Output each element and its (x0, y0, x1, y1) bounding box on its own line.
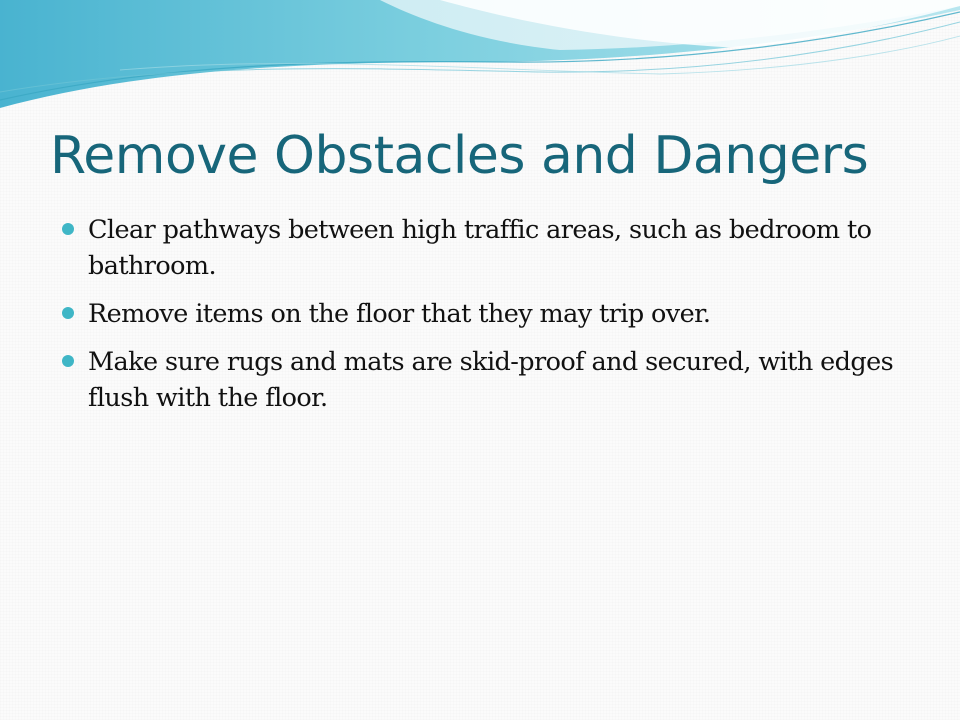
bullet-text: Remove items on the floor that they may trip over. (88, 299, 711, 329)
bullet-dot-icon (62, 223, 74, 235)
bullet-dot-icon (62, 355, 74, 367)
list-item (62, 296, 922, 332)
bullet-dot-icon (62, 307, 74, 319)
bullet-text: Clear pathways between high traffic areas, such as bedroom to bathroom. (88, 215, 872, 281)
bullet-text: Make sure rugs and mats are skid-proof and secured, with edges flush with the floor. (88, 347, 894, 413)
header-wave-decoration (0, 0, 960, 115)
slide-title: Remove Obstacles and Dangers (50, 126, 869, 186)
list-item (62, 212, 922, 284)
list-item (62, 344, 922, 416)
bullet-list (62, 212, 922, 428)
